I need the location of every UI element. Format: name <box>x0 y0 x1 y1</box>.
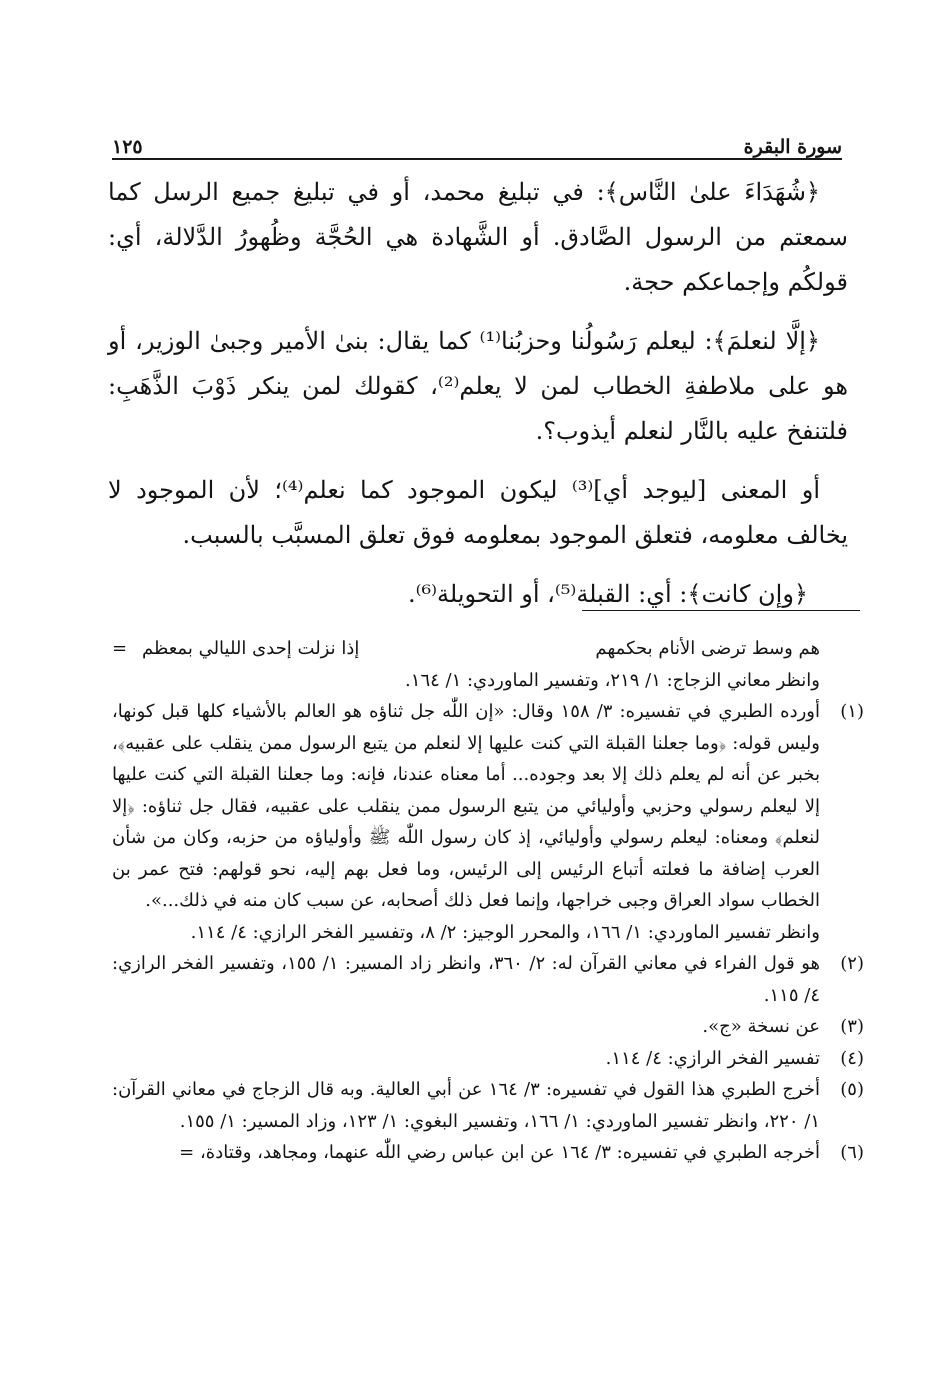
paragraph: أو المعنى [ليوجد أي]⁽³⁾ ليكون الموجود كما نعلم⁽⁴⁾؛ لأن الموجود لا يخالف معلومه، فتعلق الموجود بمعلومه فوق تعلق المسبَّب بالسبب. <box>108 476 848 549</box>
footnote-item <box>112 1011 864 1043</box>
footnote-text-extra: وانظر تفسير الماوردي: ١/ ١٦٦، والمحرر الوجيز: ٢/ ٨، وتفسير الفخر الرازي: ٤/ ١١٤. <box>190 921 820 943</box>
paragraph: ﴿إلَّا لنعلمَ﴾: ليعلم رَسُولُنا وحزبُنا⁽¹⁾ كما يقال: بنىٰ الأمير وجبىٰ الوزير، أو هو على ملاطفةِ الخطاب لمن لا يعلم⁽²⁾، كقولك لمن ينكر ذَوْبَ الذَّهَبِ: فلتنفخ عليه بالنَّار لنعلم أيذوب؟. <box>108 327 848 445</box>
footnote-number: (٤) <box>840 1047 864 1069</box>
footnotes <box>112 633 864 1169</box>
verse-hemistich-1: هم وسط ترضى الأنام بحكمهم <box>595 638 820 659</box>
footnote-item <box>112 696 864 948</box>
header-rule <box>112 158 842 160</box>
verse-hemistich-2: إذا نزلت إحدى الليالي بمعظم <box>142 638 360 659</box>
footnote-number: (٥) <box>840 1079 864 1100</box>
footnote-continuation <box>112 633 864 696</box>
footnote-number: (٣) <box>840 1016 864 1037</box>
footnote-number: (١) <box>840 701 864 722</box>
poetry-verse <box>132 633 864 665</box>
footnote-body <box>112 696 820 948</box>
continuation-marker: = <box>112 638 128 659</box>
footnote-text: عن نسخة «ج». <box>702 1016 820 1037</box>
surah-title: سورة البقرة <box>743 136 842 158</box>
page-number: ١٢٥ <box>112 136 143 158</box>
continuation-body <box>132 633 864 696</box>
continuation-text: وانظر معاني الزجاج: ١/ ٢١٩، وتفسير الماوردي: ١/ ١٦٤. <box>405 669 820 691</box>
footnote-number: (٦) <box>840 1142 864 1163</box>
footnote-text: تفسير الفخر الرازي: ٤/ ١١٤. <box>605 1047 820 1069</box>
paragraph: ﴿وإن كانت﴾: أي: القبلة⁽⁵⁾، أو التحويلة⁽⁶⁾. <box>407 580 808 608</box>
running-header <box>112 122 842 158</box>
footnote-item <box>112 1137 864 1169</box>
footnote-item <box>112 1043 864 1075</box>
footnote-text: هو قول الفراء في معاني القرآن له: ٢/ ٣٦٠، وانظر زاد المسير: ١/ ١٥٥، وتفسير الفخر الرازي: ٤/ ١١٥. <box>112 953 820 1006</box>
footnote-text: أورده الطبري في تفسيره: ٣/ ١٥٨ وقال: «إن اللّٰه جل ثناؤه هو العالم بالأشياء كلها قبل كونها، وليس قوله: ﴿وما جعلنا القبلة التي كنت عليها إلا لنعلم من يتبع الرسول ممن ينقلب على عقبيه﴾، بخبر عن أنه لم يعلم ذلك إلا بعد وجوده... أما معناه عندنا، فإنه: وما جعلنا القبلة التي كنت عليها إلا ليعلم رسولي وحزبي وأوليائي من يتبع الرسول ممن ينقلب على عقبيه، فقال جل ثناؤه: ﴿إلا لنعلم﴾ ومعناه: ليعلم رسولي وأوليائي، إذ كان رسول اللّٰه ﷺ وأولياؤه من حزبه، وكان من شأن العرب إضافة ما فعلته أتباع الرئيس إلى الرئيس، وما فعل بهم إليه، نحو قولهم: فتح عمر بن الخطاب سواد العراق وجبى خراجها، وإنما فعل ذلك أصحابه، عن سبب كان منه في ذلك...». <box>112 701 820 911</box>
footnote-rule <box>582 610 860 611</box>
footnote-item <box>112 948 864 1011</box>
main-text <box>108 170 848 631</box>
footnote-text: أخرجه الطبري في تفسيره: ٣/ ١٦٤ عن ابن عباس رضي اللّٰه عنهما، ومجاهد، وقتادة، = <box>179 1142 820 1163</box>
footnote-number: (٢) <box>840 953 864 974</box>
footnote-item <box>112 1074 864 1137</box>
footnote-text: أخرج الطبري هذا القول في تفسيره: ٣/ ١٦٤ عن أبي العالية. وبه قال الزجاج في معاني القرآن: ١/ ٢٢٠، وانظر تفسير الماوردي: ١/ ١٦٦، وتفسير البغوي: ١/ ١٢٣، وزاد المسير: ١/ ١٥٥. <box>112 1079 821 1132</box>
paragraph: ﴿شُهَدَاءَ علىٰ النَّاس﴾: في تبليغ محمد، أو في تبليغ جميع الرسل كما سمعتم من الرسول الصَّادق. أو الشَّهادة هي الحُجَّة وظُهورُ الدَّلالة، أي: قولكُم وإجماعكم حجة. <box>108 178 848 296</box>
